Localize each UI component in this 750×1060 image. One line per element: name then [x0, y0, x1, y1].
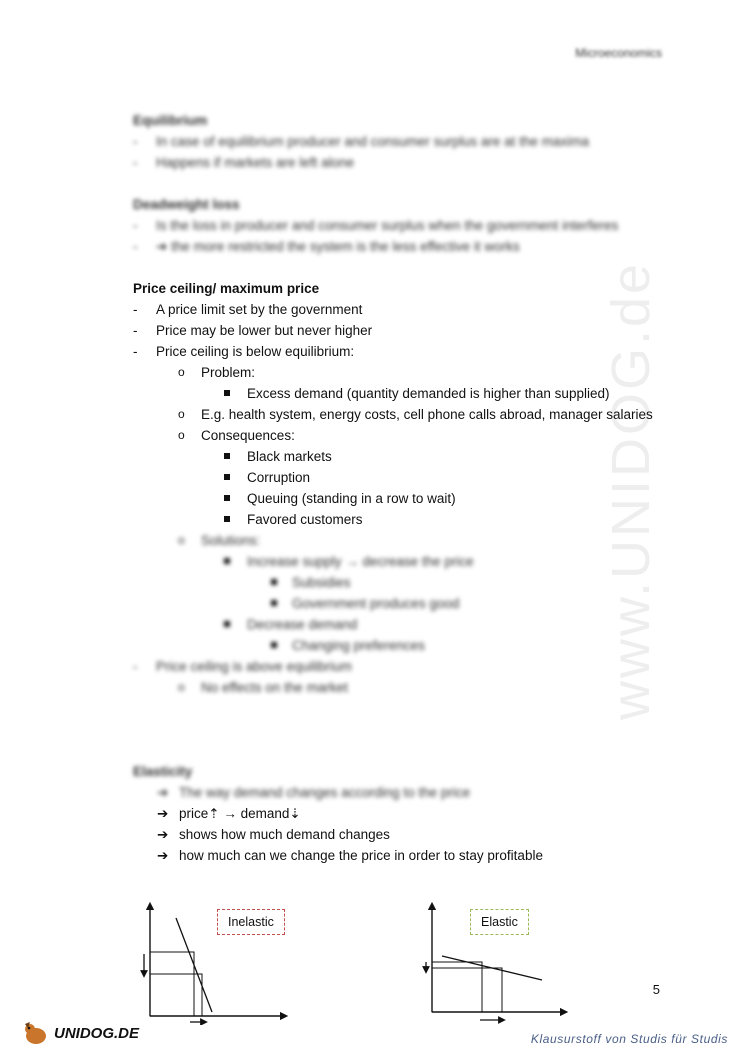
- circle-bullet-icon: o: [178, 533, 185, 547]
- unidog-logo: [22, 1020, 139, 1046]
- blurred-solutions: [133, 530, 673, 698]
- list-item: [133, 824, 673, 845]
- square-bullet-icon: [224, 495, 230, 501]
- list-item-text: Increase supply → decrease the price: [247, 554, 474, 569]
- section-title: Deadweight loss: [133, 197, 240, 212]
- list-item: - Price may be lower but never higher: [133, 320, 673, 341]
- price-box-low: [432, 968, 502, 1012]
- list-item: [133, 530, 673, 551]
- list-item: [133, 803, 673, 824]
- arrow-right-icon: ➔: [157, 827, 169, 842]
- square-bullet-icon: [271, 642, 277, 648]
- list-item: [133, 593, 673, 614]
- watermark: www.UNIDOG.de: [601, 260, 661, 720]
- dog-icon: [22, 1020, 50, 1046]
- list-item: [133, 677, 673, 698]
- list-item-text: No effects on the market: [201, 680, 348, 695]
- arrow-right-icon: ➔: [157, 806, 169, 821]
- list-item-text: E.g. health system, energy costs, cell phone calls abroad, manager salaries: [201, 407, 653, 422]
- list-item-text: Changing preferences: [292, 638, 425, 653]
- list-item-text: Problem:: [201, 365, 256, 380]
- square-bullet-icon: [271, 600, 277, 606]
- arrow-right-icon: ➔: [157, 848, 169, 863]
- spacer: [133, 719, 673, 761]
- list-item-text: price⇡ → demand⇣: [179, 806, 301, 821]
- course-header: Microeconomics: [575, 46, 662, 60]
- list-item: [133, 509, 673, 530]
- list-item: - ➔ the more restricted the system is the less effective it works: [133, 236, 673, 257]
- section-elasticity: [133, 761, 673, 866]
- square-bullet-icon: [224, 453, 230, 459]
- square-bullet-icon: [271, 579, 277, 585]
- list-item-text: Favored customers: [247, 512, 363, 527]
- list-item: [133, 362, 673, 383]
- list-item-text: how much can we change the price in order to stay profitable: [179, 848, 543, 863]
- list-item: [133, 446, 673, 467]
- list-item: [133, 845, 673, 866]
- inelastic-label: Inelastic: [217, 909, 285, 935]
- list-item: - A price limit set by the government: [133, 299, 673, 320]
- list-item: [133, 551, 673, 572]
- section-title: Equilibrium: [133, 113, 208, 128]
- list-item: [133, 488, 673, 509]
- footer-slogan: Klausurstoff von Studis für Studis: [530, 1032, 728, 1046]
- list-item-text: Decrease demand: [247, 617, 358, 632]
- list-item-text: Government produces good: [292, 596, 460, 611]
- elastic-label: Elastic: [470, 909, 529, 935]
- circle-bullet-icon: o: [178, 407, 185, 421]
- list-item-text: The way demand changes according to the price: [179, 785, 471, 800]
- page-number: 5: [652, 982, 660, 997]
- list-item: [133, 383, 673, 404]
- list-item-text: shows how much demand changes: [179, 827, 390, 842]
- list-item: [133, 782, 673, 803]
- list-item: - Price ceiling is below equilibrium:: [133, 341, 673, 362]
- circle-bullet-icon: o: [178, 680, 185, 694]
- list-item-text: Black markets: [247, 449, 332, 464]
- list-item: [133, 425, 673, 446]
- list-item: - Price ceiling is above equilibrium: [133, 656, 673, 677]
- price-box-high: [432, 962, 482, 1012]
- circle-bullet-icon: o: [178, 428, 185, 442]
- list-item: [133, 404, 673, 425]
- list-item-text: Queuing (standing in a row to wait): [247, 491, 456, 506]
- list-item-text: Corruption: [247, 470, 311, 485]
- circle-bullet-icon: o: [178, 365, 185, 379]
- square-bullet-icon: [224, 474, 230, 480]
- section-price-ceiling: [133, 278, 673, 698]
- section-title: Elasticity: [133, 764, 193, 779]
- section-deadweight-loss: [133, 194, 673, 257]
- list-item: [133, 614, 673, 635]
- list-item-text: Subsidies: [292, 575, 351, 590]
- logo-text: UNIDOG.DE: [54, 1024, 140, 1042]
- list-item-text: Consequences:: [201, 428, 295, 443]
- square-bullet-icon: [224, 516, 230, 522]
- list-item: [133, 572, 673, 593]
- section-title: Price ceiling/ maximum price: [133, 281, 320, 296]
- square-bullet-icon: [224, 558, 230, 564]
- list-item-text: the more restricted the system is the less effective it works: [171, 239, 520, 254]
- section-equilibrium: [133, 110, 673, 173]
- price-box-high: [150, 952, 194, 1016]
- list-item: [133, 467, 673, 488]
- document-content: [133, 110, 673, 887]
- list-item-text: Excess demand (quantity demanded is higher than supplied): [247, 386, 610, 401]
- square-bullet-icon: [224, 621, 230, 627]
- list-item: - In case of equilibrium producer and consumer surplus are at the maxima: [133, 131, 673, 152]
- square-bullet-icon: [224, 390, 230, 396]
- list-item: - Happens if markets are left alone: [133, 152, 673, 173]
- list-item-text: Solutions:: [201, 533, 261, 548]
- arrow-right-icon: ➔: [157, 785, 169, 800]
- list-item: - Is the loss in producer and consumer surplus when the government interferes: [133, 215, 673, 236]
- list-item: [133, 635, 673, 656]
